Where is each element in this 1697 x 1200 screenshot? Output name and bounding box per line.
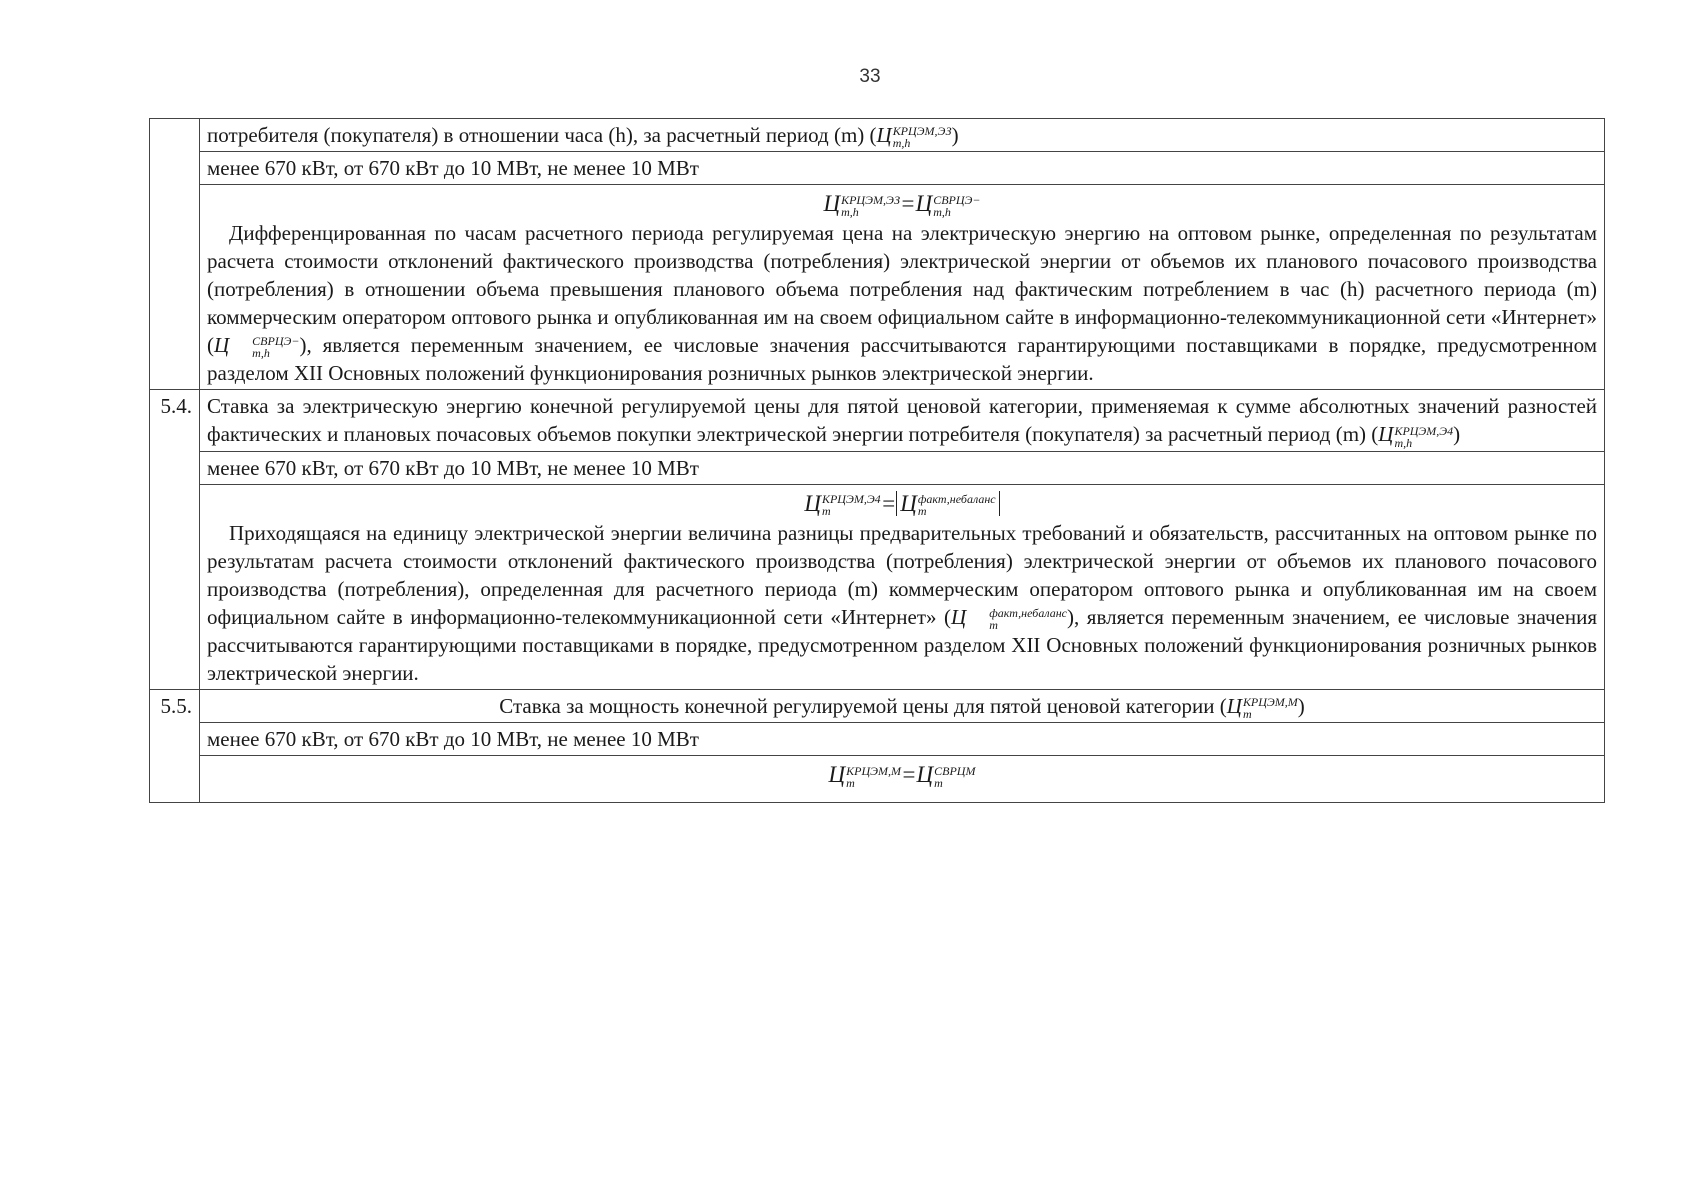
row-heading: Ставка за мощность конечной регулируемой цены для пятой ценовой категории (Ц КРЦЭМ,М m ) xyxy=(200,689,1605,722)
page-number: 33 xyxy=(859,66,881,87)
capacity-range: менее 670 кВт, от 670 кВт до 10 МВт, не менее 10 МВт xyxy=(200,722,1605,755)
row-number: 5.4. xyxy=(150,390,200,689)
formula-description: Дифференцированная по часам расчетного периода регулируемая цена на электрическую энергию на оптовом рынке, определенная по результатам расчета стоимости отклонений фактического производства (потребления) электрической энергии от объемов их планового почасового производства (потребления) в отношении объема превышения планового объема потребления над фактическим потреблением в час (h) расчетного периода (m) коммерческим оператором оптового рынка и опубликованная им на своем официальном сайте в информационно-телекоммуникационной сети «Интернет» (Ц СВРЦЭ− m,h ), является переменным значением, ее числовые значения рассчитываются гарантирующими поставщиками в порядке, предусмотренном разделом XII Основных положений функционирования розничных рынков электрической энергии. xyxy=(207,221,1597,386)
table-row xyxy=(150,152,1605,185)
row-number: 5.5. xyxy=(150,689,200,802)
capacity-range: менее 670 кВт, от 670 кВт до 10 МВт, не менее 10 МВт xyxy=(200,152,1605,185)
table-row xyxy=(150,119,1605,152)
row-heading: Ставка за электрическую энергию конечной регулируемой цены для пятой ценовой категории, применяемая к сумме абсолютных значений разностей фактических и плановых почасовых объемов покупки электрической энергии потребителя (покупателя) за расчетный период (m) (Ц КРЦЭМ,Э4 m,h ) xyxy=(200,390,1605,451)
formula-cell xyxy=(200,185,1605,390)
tariff-table xyxy=(149,118,1605,803)
formula: Ц КРЦЭМ,ЭЗ m,h =Ц СВРЦЭ− m,h xyxy=(823,191,981,219)
table-row xyxy=(150,755,1605,802)
heading-text: потребителя (покупателя) в отношении часа (h), за расчетный период (m) ( xyxy=(207,123,877,147)
price-symbol: Ц КРЦЭМ,Э4 m,h xyxy=(1378,422,1454,450)
capacity-range: менее 670 кВт, от 670 кВт до 10 МВт, не менее 10 МВт xyxy=(200,451,1605,484)
table-row xyxy=(150,185,1605,390)
formula-description: Приходящаяся на единицу электрической энергии величина разницы предварительных требований и обязательств, рассчитанных на оптовом рынке по результатам расчета стоимости отклонений фактического производства (потребления) электрической энергии от объемов их планового почасового производства (потребления), определенная для расчетного периода (m) коммерческим оператором оптового рынка и опубликованная им на своем официальном сайте в информационно-телекоммуникационной сети «Интернет» (Ц факт,небаланс m ), является переменным значением, ее числовые значения рассчитываются гарантирующими поставщиками в порядке, предусмотренном разделом XII Основных положений функционирования розничных рынков электрической энергии. xyxy=(207,520,1597,685)
row-number-cell xyxy=(150,119,200,390)
price-symbol: Ц КРЦЭМ,М m xyxy=(1226,693,1298,721)
formula: Ц КРЦЭМ,Э4 m = Ц факт,небаланс m xyxy=(207,487,1597,519)
row-heading: потребителя (покупателя) в отношении часа (h), за расчетный период (m) (Ц КРЦЭМ,ЭЗ m,h ) xyxy=(200,119,1605,152)
table-row xyxy=(150,722,1605,755)
price-symbol: Ц КРЦЭМ,ЭЗ m,h xyxy=(876,123,952,151)
table-row xyxy=(150,484,1605,689)
heading-text: Ставка за мощность конечной регулируемой цены для пятой ценовой категории ( xyxy=(499,693,1227,718)
table-row xyxy=(150,451,1605,484)
formula-cell xyxy=(200,755,1605,802)
table-row xyxy=(150,390,1605,451)
formula-cell xyxy=(200,484,1605,689)
formula: Ц КРЦЭМ,М m =Ц СВРЦМ m xyxy=(828,761,976,790)
heading-text: Ставка за электрическую энергию конечной регулируемой цены для пятой ценовой категории, применяемая к сумме абсолютных значений разностей фактических и плановых почасовых объемов покупки электрической энергии потребителя (покупателя) за расчетный период (m) ( xyxy=(207,394,1597,447)
table-row xyxy=(150,689,1605,722)
